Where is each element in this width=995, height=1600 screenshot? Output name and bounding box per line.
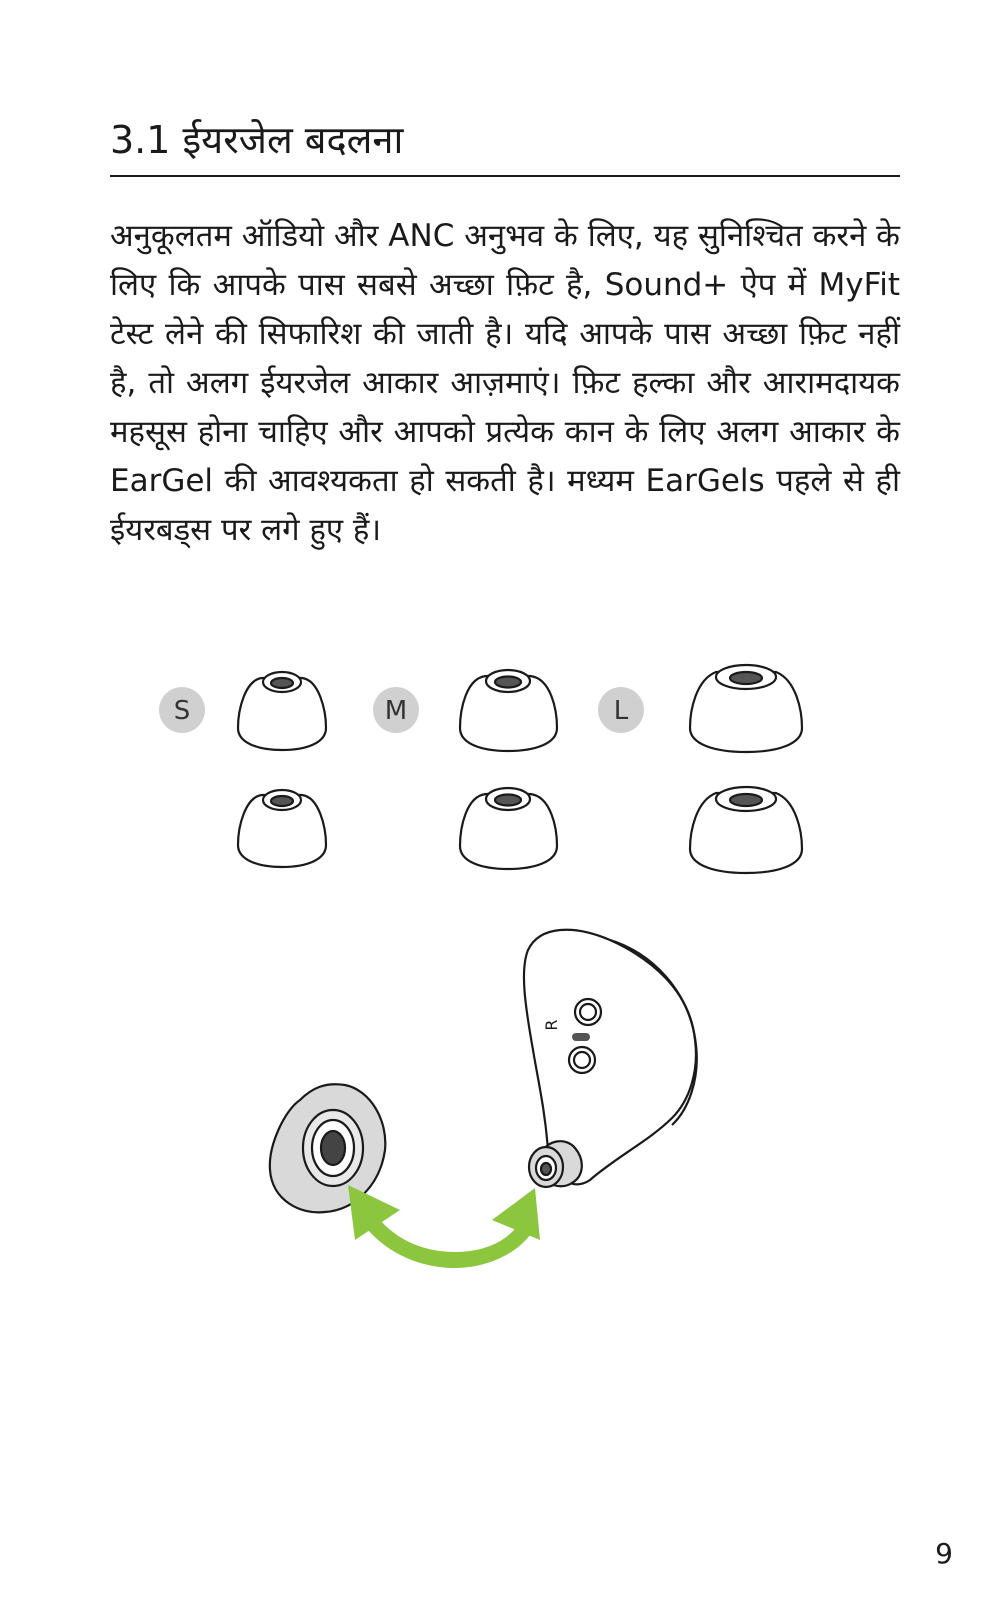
earbud-side-label: R [542,1019,561,1031]
instruction-paragraph: अनुकूलतम ऑडियो और ANC अनुभव के लिए, यह सुनिश्चित करने के लिए कि आपके पास सबसे अच्छा फ़िट है, Sound+ ऐप में MyFit टेस्ट लेने की सिफारिश की जाती है। यदि आपके पास अच्छा फ़िट नहीं है, तो अलग ईयरजेल आकार आज़माएं। फ़िट हल्का और आरामदायक महसूस होना चाहिए और आपको प्रत्येक कान के लिए अलग आकार के EarGel की आवश्यकता हो सकती है। मध्यम EarGels पहले से ही ईयरबड्स पर लगे हुए हैं। [110,218,900,548]
earbud-right [524,930,697,1187]
size-badge-s [159,687,205,733]
size-label-l: L [613,696,629,726]
eargel-small-2 [238,790,326,867]
eargel-small-1 [238,672,326,750]
page-number: 9 [935,1537,953,1570]
size-badge-m [373,687,419,733]
size-label-s: S [173,696,191,726]
eargel-large-1 [690,665,802,752]
eargel-large-2 [690,787,802,873]
swap-arrow [348,1185,540,1268]
detached-eargel [270,1084,385,1212]
eargel-illustration [0,640,995,1320]
title-divider [110,175,900,177]
section-title: 3.1 ईयरजेल बदलना [110,118,404,162]
eargel-medium-2 [460,788,557,869]
size-label-m: M [384,696,408,726]
eargel-medium-1 [460,670,557,751]
size-badge-l [598,687,644,733]
